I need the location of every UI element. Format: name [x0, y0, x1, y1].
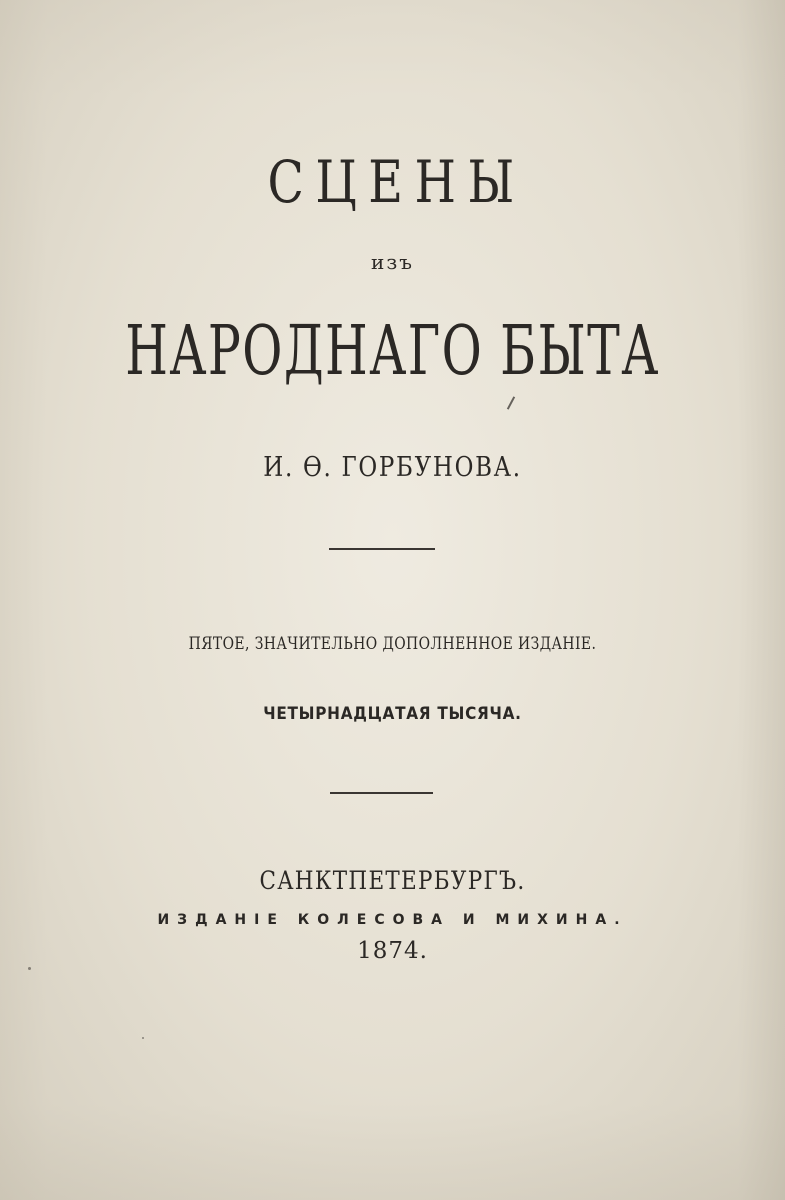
edition-statement: ПЯТОЕ, ЗНАЧИТЕЛЬНО ДОПОЛНЕННОЕ ИЗДАНІЕ.	[188, 634, 597, 654]
publication-year: 1874.	[357, 938, 428, 964]
paper-speck	[28, 967, 31, 970]
publication-city: САНКТПЕТЕРБУРГЪ.	[259, 866, 526, 895]
title-preposition: изъ	[371, 250, 414, 274]
book-subtitle: НАРОДНАГО БЫТА	[125, 312, 660, 391]
ink-mark	[507, 396, 515, 409]
divider-rule-top	[329, 548, 435, 550]
paper-speck	[142, 1037, 144, 1039]
publisher-line: ИЗДАНІЕ КОЛЕСОВА И МИХИНА.	[157, 912, 628, 928]
author-name: И. Ѳ. ГОРБУНОВА.	[263, 452, 522, 483]
divider-rule-bottom	[330, 792, 433, 794]
print-run-statement: ЧЕТЫРНАДЦАТАЯ ТЫСЯЧА.	[263, 704, 522, 724]
book-title: СЦЕНЫ	[267, 148, 526, 216]
